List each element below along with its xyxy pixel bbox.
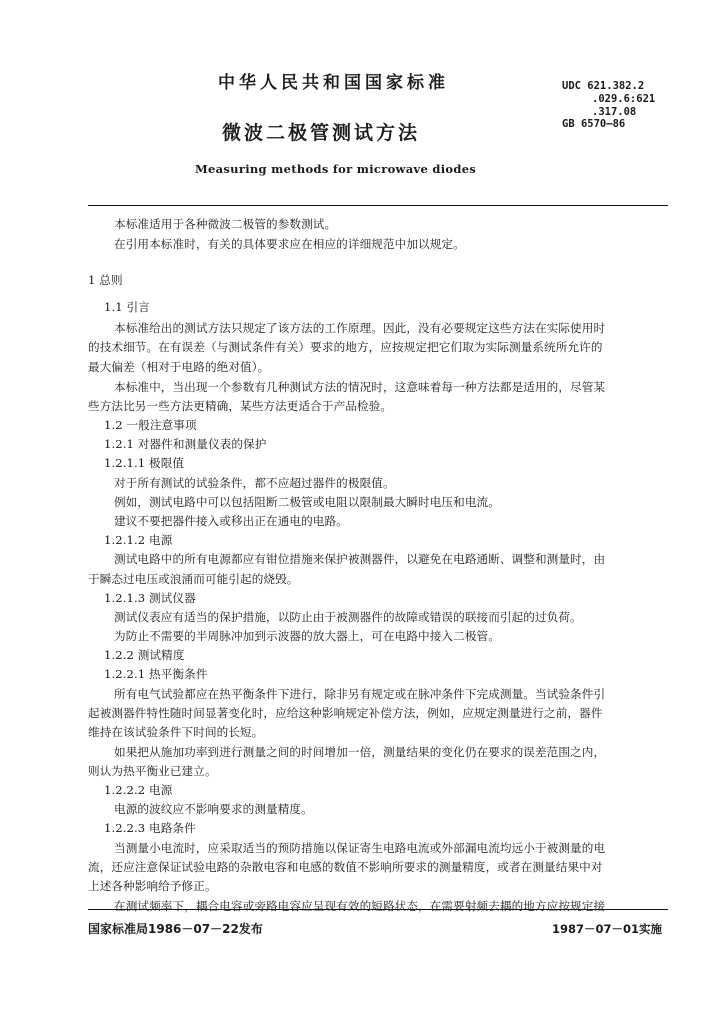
text-line: 的技术细节。在有误差（与测试条件有关）要求的地方，应按规定把它们取为实际测量系统所允许的 — [88, 340, 603, 354]
text-line: 电源的波纹应不影响要求的测量精度。 — [114, 802, 313, 816]
text-line: 1 总则 — [88, 273, 123, 287]
text-line: 1.2.1 对器件和测量仪表的保护 — [104, 437, 267, 451]
document-title-en: Measuring methods for microwave diodes — [195, 162, 477, 176]
header-divider — [88, 205, 668, 206]
text-line: 例如，测试电路中可以包括阻断二极管或电阻以限制最大瞬时电压和电流。 — [114, 495, 500, 509]
udc-code-line2: .029.6:621 — [592, 93, 656, 105]
text-line: 测试电路中的所有电源都应有钳位措施来保护被测器件，以避免在电路通断、调整和测量时，由 — [114, 552, 606, 566]
text-line: 本标准适用于各种微波二极管的参数测试。 — [114, 217, 337, 231]
text-line: 在引用本标准时，有关的具体要求应在相应的详细规范中加以规定。 — [114, 237, 465, 251]
text-line: 如果把从施加功率到进行测量之间的时间增加一倍，测量结果的变化仍在要求的误差范围之内， — [114, 745, 606, 759]
text-line: 1.2.2.2 电源 — [104, 783, 173, 797]
text-line: 维持在该试验条件下时间的长短。 — [88, 725, 264, 739]
text-line: 当测量小电流时，应采取适当的预防措施以保证寄生电路电流或外部漏电流均远小于被测量的电 — [114, 841, 606, 855]
text-line: 起被测器件特性随时间显著变化时，应给这种影响规定补偿方法，例如，应规定测量进行之前，器件 — [88, 706, 603, 720]
text-line: 建议不要把器件接入或移出正在通电的电路。 — [114, 514, 348, 528]
text-line: 1.2.2.1 热平衡条件 — [104, 667, 208, 681]
text-line: 流，还应注意保证试验电路的杂散电容和电感的数值不影响所要求的测量精度，或者在测量结果中对 — [88, 860, 603, 874]
text-line: 对于所有测试的试验条件，都不应超过器件的极限值。 — [114, 476, 395, 490]
text-line: 1.1 引言 — [104, 300, 150, 314]
text-line: 1.2.2.3 电路条件 — [104, 821, 196, 835]
text-line: 本标准中，当出现一个参数有几种测试方法的情况时，这意味着每一种方法都是适用的，尽管某 — [114, 380, 606, 394]
text-line: 为防止不需要的半周脉冲加到示波器的放大器上，可在电路中接入二极管。 — [114, 629, 500, 643]
text-line: 1.2 一般注意事项 — [104, 418, 197, 432]
issued-date: 国家标准局1986－07－22发布 — [88, 922, 263, 936]
text-line: 则认为热平衡业已建立。 — [88, 764, 217, 778]
text-line: 1.2.1.3 测试仪器 — [104, 591, 196, 605]
effective-date: 1987－07－01实施 — [552, 922, 663, 936]
text-line: 1.2.1.2 电源 — [104, 533, 173, 547]
text-line: 1.2.1.1 极限值 — [104, 456, 185, 470]
gb-standard-number: GB 6570—86 — [562, 118, 626, 130]
udc-code-line3: .317.08 — [592, 106, 637, 118]
text-line: 测试仪表应有适当的保护措施，以防止由于被测器件的故障或错误的联接而引起的过负荷。 — [114, 610, 582, 624]
text-line: 于瞬态过电压或浪涌而可能引起的烧毁。 — [88, 572, 299, 586]
standard-organization: 中华人民共和国国家标准 — [218, 73, 449, 93]
text-line: 所有电气试验都应在热平衡条件下进行，除非另有规定或在脉冲条件下完成测量。当试验条件引 — [114, 687, 606, 701]
text-line: 本标准给出的测试方法只规定了该方法的工作原理。因此，没有必要规定这些方法在实际使用时 — [114, 321, 606, 335]
footer-divider — [88, 909, 668, 910]
text-line: 些方法比另一些方法更精确，某些方法更适合于产品检验。 — [88, 399, 393, 413]
text-line: 1.2.2 测试精度 — [104, 648, 185, 662]
text-line: 最大偏差（相对于电路的绝对值）。 — [88, 360, 270, 374]
document-title-cn: 微波二极管测试方法 — [222, 122, 421, 144]
udc-code-line1: UDC 621.382.2 — [562, 80, 645, 92]
text-line: 在测试频率下，耦合电容或旁路电容应呈现有效的短路状态，在需要射频去耦的地方应按规定接 — [114, 899, 606, 913]
text-line: 上述各种影响给予修正。 — [88, 879, 217, 893]
